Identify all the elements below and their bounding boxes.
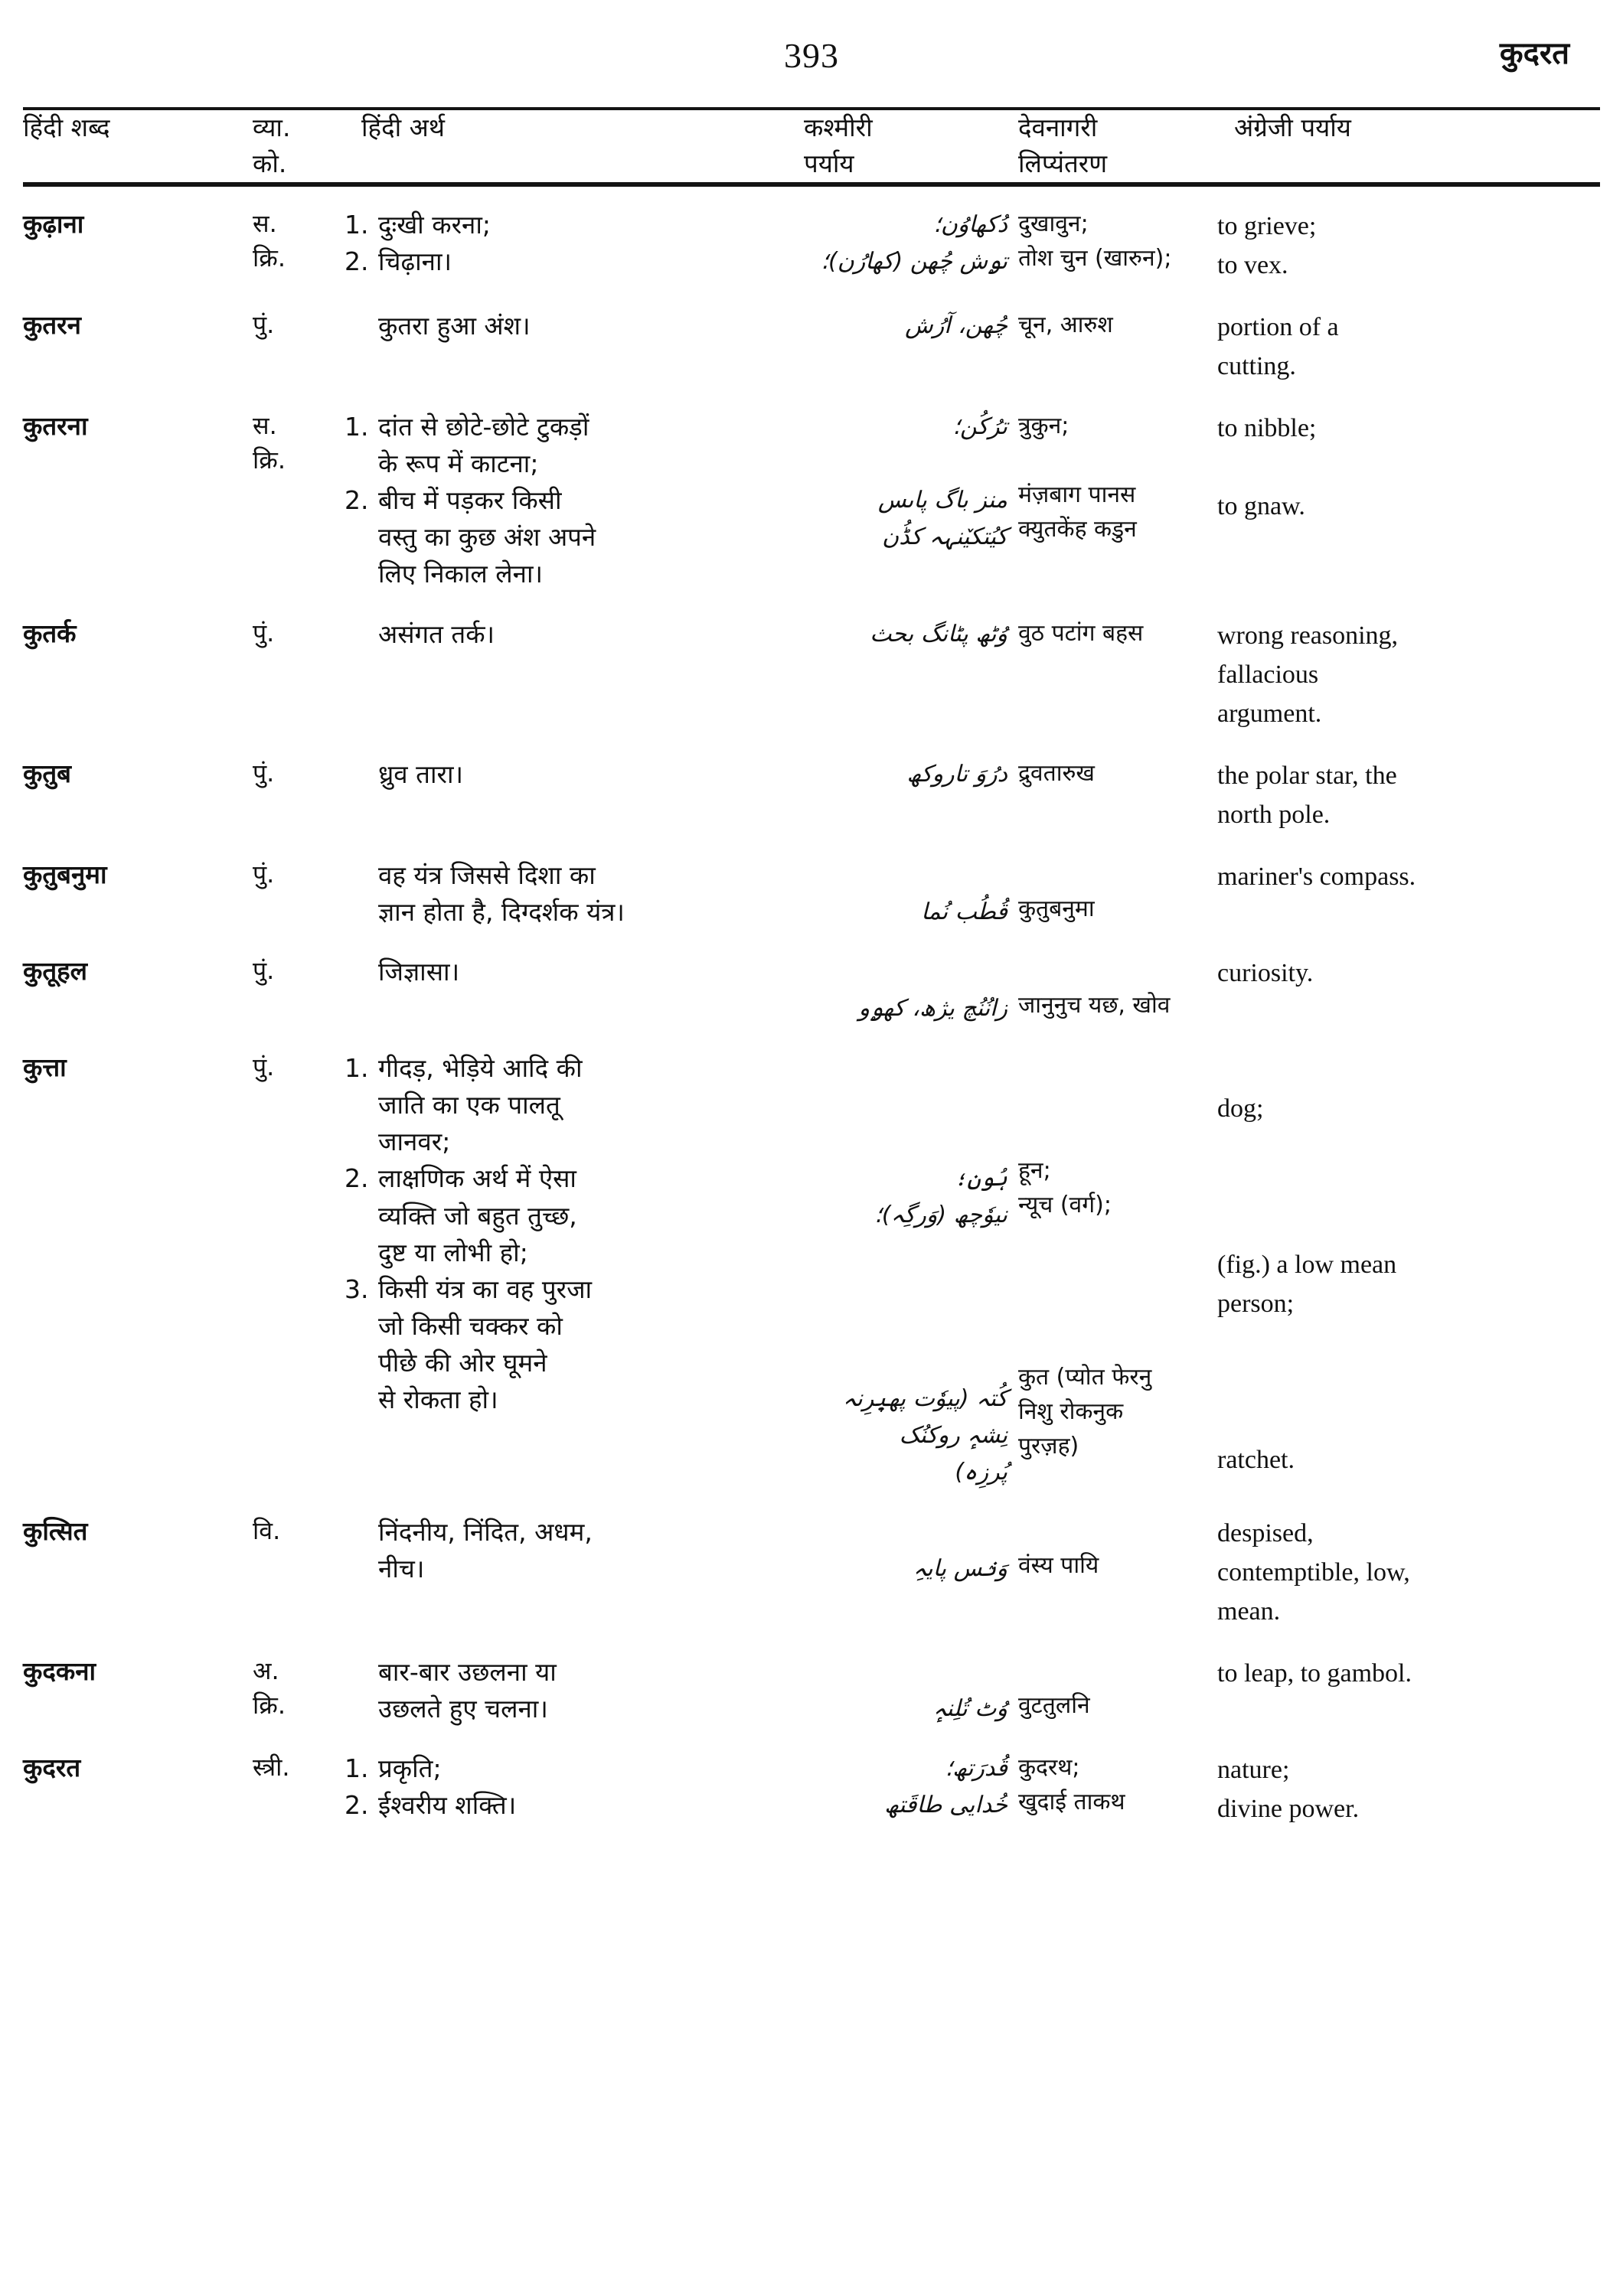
- entry-devanagari-cell: [1018, 187, 1217, 288]
- column-header-hindi-word: [23, 110, 253, 182]
- dictionary-entry-row: [23, 1030, 1600, 1494]
- dictionary-entry-row: [23, 837, 1600, 934]
- entry-english-line: mean.: [1217, 1596, 1281, 1626]
- entry-devanagari-cell: [1018, 1634, 1217, 1730]
- entry-sense-number: 2.: [345, 246, 369, 276]
- entry-sense-line: [345, 1691, 781, 1727]
- running-head: [54, 0, 1569, 107]
- entry-english-line: argument.: [1217, 699, 1322, 728]
- entry-headword: कुतुब: [23, 758, 71, 788]
- entry-meaning-cell: [345, 596, 804, 736]
- entry-sense-text: दांत से छोटे-छोटे टुकड़ों: [378, 411, 589, 442]
- entry-english-cell: [1217, 288, 1600, 389]
- entry-grammar-cell: [253, 934, 345, 1030]
- entry-english-cell: [1217, 1494, 1600, 1634]
- entry-devanagari-line: मंज़बाग पानस: [1018, 481, 1136, 508]
- entry-devanagari-cell: [1018, 1730, 1217, 1831]
- dictionary-entry-row: [23, 596, 1600, 736]
- entry-sense-line: [345, 207, 781, 243]
- column-header-line1: देवनागरी: [1018, 113, 1098, 142]
- entry-devanagari-line: न्यूच (वर्ग);: [1018, 1191, 1112, 1218]
- entry-grammar-cell: [253, 389, 345, 596]
- entry-sense-text: बीच में पड़कर किसी: [378, 485, 562, 516]
- entry-meaning-cell: [345, 837, 804, 934]
- entry-sense-text: दुःखी करना;: [378, 209, 491, 240]
- entry-sense-text: प्रकृति;: [378, 1753, 442, 1784]
- entry-sense-number: 1.: [345, 209, 369, 240]
- spacer-line: [1018, 1654, 1203, 1688]
- entry-sense-text: लाक्षणिक अर्थ में ऐसा: [378, 1163, 576, 1194]
- entry-headword-cell: [23, 1030, 253, 1494]
- entry-grammar-cell: [253, 736, 345, 837]
- entry-sense-text: दुष्ट या लोभी हो;: [378, 1237, 528, 1267]
- entry-sense-line: [345, 894, 781, 931]
- entry-english-line: portion of a: [1217, 312, 1339, 341]
- entry-grammar-label: अ.: [253, 1655, 279, 1685]
- entry-headword: कुत्ता: [23, 1052, 67, 1082]
- spacer-line: [1018, 1257, 1203, 1291]
- entry-grammar-label: पुं.: [253, 758, 275, 788]
- entry-kashmiri-cell: [804, 1730, 1018, 1831]
- entry-sense-text: जो किसी चक्कर को: [378, 1311, 563, 1342]
- entry-grammar-label: क्रि.: [253, 243, 286, 273]
- entry-kashmiri-line: قُطُب نُما: [921, 898, 1007, 925]
- entry-sense-line: [345, 1160, 781, 1197]
- column-header-line1: अंग्रेजी पर्याय: [1234, 113, 1351, 142]
- entry-meaning-cell: [345, 1030, 804, 1494]
- entry-devanagari-cell: [1018, 596, 1217, 736]
- entry-kashmiri-line: پُرزِہ): [955, 1458, 1007, 1486]
- entry-sense-line: [345, 308, 781, 344]
- dictionary-entry-row: [23, 1730, 1600, 1831]
- entry-grammar-cell: [253, 187, 345, 288]
- entry-sense-text: जानवर;: [378, 1127, 451, 1157]
- entry-grammar-cell: [253, 837, 345, 934]
- entry-sense-text: निंदनीय, निंदित, अधम,: [378, 1516, 593, 1547]
- entry-devanagari-line: निशु रोकनुक: [1018, 1397, 1124, 1425]
- spacer-line: [1018, 1050, 1203, 1084]
- entry-english-line: mariner's compass.: [1217, 862, 1416, 891]
- entry-sense-line: [345, 1124, 781, 1160]
- entry-meaning-cell: [345, 389, 804, 596]
- entry-kashmiri-cell: [804, 1634, 1018, 1730]
- entry-headword-cell: [23, 934, 253, 1030]
- entry-devanagari-line: चून, आरुश: [1018, 311, 1113, 338]
- dictionary-entry-row: [23, 1634, 1600, 1730]
- column-header-line1: कश्मीरी: [804, 113, 873, 142]
- entry-sense-line: [345, 519, 781, 556]
- dictionary-entry-row: [23, 288, 1600, 389]
- entry-sense-text: लिए निकाल लेना।: [378, 559, 544, 589]
- entry-sense-text: जिज्ञासा।: [378, 956, 460, 987]
- entry-meaning-cell: [345, 1494, 804, 1634]
- entry-headword-cell: [23, 837, 253, 934]
- entry-headword: कुदरत: [23, 1753, 81, 1783]
- spacer-line: [804, 857, 1007, 894]
- entry-sense-text: व्यक्ति जो बहुत तुच्छ,: [378, 1200, 577, 1231]
- entry-meaning-cell: [345, 1730, 804, 1831]
- dictionary-entries-table: [23, 187, 1600, 1832]
- entry-kashmiri-cell: [804, 389, 1018, 596]
- entry-sense-text: वह यंत्र जिससे दिशा का: [378, 859, 596, 890]
- entry-sense-line: [345, 409, 781, 445]
- entry-grammar-label: वि.: [253, 1515, 281, 1545]
- column-header-kashmiri: [804, 110, 1018, 182]
- entry-grammar-cell: [253, 1030, 345, 1494]
- entry-devanagari-line: वुटतुलनि: [1018, 1691, 1090, 1719]
- entry-devanagari-line: कुत (प्योत फेरनु: [1018, 1363, 1152, 1391]
- entry-english-line: dog;: [1217, 1094, 1264, 1123]
- column-header-hindi-meaning: [345, 110, 804, 182]
- spacer-line: [1217, 1167, 1600, 1206]
- dictionary-entry-row: [23, 1494, 1600, 1634]
- entry-english-cell: [1217, 934, 1600, 1030]
- entry-english-line: north pole.: [1217, 800, 1331, 829]
- entry-english-line: ratchet.: [1217, 1445, 1295, 1474]
- column-header-line1: व्या.: [253, 113, 291, 142]
- entry-kashmiri-line: قُدرَتھ؛: [945, 1755, 1007, 1782]
- entry-devanagari-line: वंस्य पायि: [1018, 1551, 1099, 1579]
- entry-headword-cell: [23, 187, 253, 288]
- entry-kashmiri-line: کُتہ (پیوٗت پھیٖرِنہ: [842, 1384, 1007, 1412]
- entry-grammar-cell: [253, 596, 345, 736]
- column-header-english: [1217, 110, 1600, 182]
- entry-sense-text: जाति का एक पालतू: [378, 1090, 560, 1120]
- entry-devanagari-line: कुदरथ;: [1018, 1754, 1080, 1782]
- entry-sense-number: 1.: [345, 411, 369, 442]
- entry-english-cell: [1217, 596, 1600, 736]
- page-number: 393: [784, 36, 839, 75]
- entry-sense-line: [345, 954, 781, 990]
- entry-sense-line: [345, 1654, 781, 1691]
- entry-english-cell: [1217, 1634, 1600, 1730]
- entry-english-line: to nibble;: [1217, 413, 1317, 442]
- spacer-line: [1217, 1128, 1600, 1167]
- entry-sense-number: 3.: [345, 1274, 369, 1304]
- entry-headword: कुतूहल: [23, 955, 88, 986]
- entry-devanagari-line: द्रुवतारुख: [1018, 759, 1095, 787]
- entry-sense-line: [345, 1271, 781, 1308]
- entry-kashmiri-line: خُدایی طاقَتھ: [884, 1792, 1007, 1819]
- entry-kashmiri-line: زانُنُچ یژھ، کھۄو: [858, 994, 1007, 1022]
- entry-headword: कुतुबनुमा: [23, 859, 107, 889]
- spacer-line: [1018, 1084, 1203, 1119]
- entry-grammar-label: पुं.: [253, 859, 275, 889]
- entry-sense-line: [345, 857, 781, 894]
- entry-kashmiri-line: دُکھاوُن؛: [933, 210, 1007, 238]
- entry-devanagari-line: दुखावुन;: [1018, 210, 1089, 237]
- entry-english-line: divine power.: [1217, 1795, 1360, 1824]
- entry-sense-text: गीदड़, भेड़िये आदि की: [378, 1052, 583, 1083]
- spacer-line: [804, 1654, 1007, 1691]
- entry-devanagari-line: जानुनुच यछ, खोव: [1018, 991, 1171, 1019]
- column-header-line2: को.: [253, 148, 287, 178]
- entry-english-line: curiosity.: [1217, 958, 1314, 987]
- entry-sense-text: नीच।: [378, 1554, 425, 1584]
- entry-sense-text: असंगत तर्क।: [378, 618, 495, 649]
- entry-devanagari-line: खुदाई ताकथ: [1018, 1789, 1125, 1816]
- entry-sense-line: [345, 1345, 781, 1381]
- spacer-line: [804, 1307, 1007, 1344]
- entry-kashmiri-line: نیوٗچھ (وَرگِہ)؛: [874, 1201, 1007, 1228]
- entry-grammar-label: पुं.: [253, 309, 275, 339]
- entry-sense-line: [345, 1308, 781, 1345]
- spacer-line: [804, 1087, 1007, 1124]
- entry-devanagari-cell: [1018, 1494, 1217, 1634]
- spacer-line: [804, 1050, 1007, 1087]
- entry-kashmiri-line: نِشہٕ روکنُک: [899, 1421, 1007, 1449]
- entry-kashmiri-cell: [804, 934, 1018, 1030]
- entry-headword: कुतरना: [23, 410, 88, 441]
- spacer-line: [1217, 1206, 1600, 1245]
- column-header-line1: हिंदी शब्द: [23, 113, 110, 142]
- entry-devanagari-line: वुठ पटांग बहस: [1018, 619, 1144, 647]
- entry-english-cell: [1217, 736, 1600, 837]
- entry-sense-number: 2.: [345, 485, 369, 516]
- spacer-line: [804, 954, 1007, 990]
- entry-kashmiri-line: وُٹ تُلِنہٕ: [932, 1694, 1007, 1722]
- entry-sense-text: के रूप में काटना;: [378, 448, 539, 478]
- entry-kashmiri-line: کیُتکیٚنہہ کڈُن: [882, 523, 1007, 550]
- entry-devanagari-line: तोश चुन (खारुन);: [1018, 244, 1172, 272]
- entry-sense-text: से रोकता हो।: [378, 1384, 498, 1415]
- spacer-line: [1217, 1362, 1600, 1401]
- spacer-line: [1018, 1514, 1203, 1548]
- entry-sense-line: [345, 1750, 781, 1787]
- entry-kashmiri-cell: [804, 1494, 1018, 1634]
- column-header-line2: लिप्यंतरण: [1018, 148, 1108, 178]
- column-header-line1: हिंदी अर्थ: [361, 113, 445, 142]
- entry-devanagari-line: त्रुकुन;: [1018, 412, 1069, 439]
- spacer-line: [804, 1514, 1007, 1551]
- entry-meaning-cell: [345, 934, 804, 1030]
- entry-sense-line: [345, 556, 781, 592]
- entry-kashmiri-line: درُوَ تاروکھ: [906, 760, 1007, 788]
- spacer-line: [1217, 1323, 1600, 1362]
- entry-kashmiri-line: وَنٛس پایہِ: [913, 1554, 1007, 1582]
- entry-sense-text: ज्ञान होता है, दिग्दर्शक यंत्र।: [378, 896, 625, 927]
- entry-sense-line: [345, 1234, 781, 1271]
- entry-kashmiri-cell: [804, 288, 1018, 389]
- entry-headword-cell: [23, 596, 253, 736]
- entry-grammar-label: पुं.: [253, 618, 275, 647]
- entry-sense-line: [345, 1514, 781, 1551]
- entry-english-line: person;: [1217, 1289, 1295, 1318]
- entry-sense-line: [345, 1787, 781, 1824]
- entry-kashmiri-line: چُھن، آرُش: [905, 311, 1007, 339]
- entry-meaning-cell: [345, 1634, 804, 1730]
- entry-english-cell: [1217, 1030, 1600, 1494]
- entry-devanagari-cell: [1018, 736, 1217, 837]
- entry-kashmiri-line: تۄش چُھن (کھارُن)؛: [821, 247, 1007, 275]
- entry-english-cell: [1217, 1730, 1600, 1831]
- entry-headword-cell: [23, 288, 253, 389]
- entry-sense-number: 1.: [345, 1753, 369, 1784]
- entry-sense-text: वस्तु का कुछ अंश अपने: [378, 522, 596, 553]
- dictionary-table: [23, 110, 1600, 182]
- entry-headword-cell: [23, 389, 253, 596]
- entry-sense-number: 2.: [345, 1790, 369, 1821]
- table-header-row: [23, 110, 1600, 182]
- entry-english-line: to gnaw.: [1217, 491, 1305, 520]
- entry-english-line: fallacious: [1217, 660, 1319, 689]
- entry-sense-line: [345, 1198, 781, 1234]
- entry-english-line: to leap, to gambol.: [1217, 1658, 1412, 1688]
- entry-english-line: cutting.: [1217, 351, 1296, 380]
- entry-english-cell: [1217, 187, 1600, 288]
- entry-kashmiri-line: وُٹھ پٹانگ بحث: [870, 620, 1007, 647]
- entry-sense-line: [345, 482, 781, 519]
- entry-english-cell: [1217, 837, 1600, 934]
- spacer-line: [804, 1124, 1007, 1160]
- entry-english-line: despised,: [1217, 1518, 1314, 1548]
- spacer-line: [1018, 954, 1203, 988]
- column-header-devanagari: [1018, 110, 1217, 182]
- entry-english-line: (fig.) a low mean: [1217, 1250, 1397, 1279]
- entry-english-line: wrong reasoning,: [1217, 621, 1399, 650]
- spacer-line: [804, 1270, 1007, 1307]
- entry-sense-text: पीछे की ओर घूमने: [378, 1348, 547, 1378]
- entry-kashmiri-line: منز باگ پاںس: [877, 486, 1007, 514]
- entry-sense-text: बार-बार उछलना या: [378, 1656, 557, 1687]
- entry-sense-text: किसी यंत्र का वह पुरजा: [378, 1274, 593, 1304]
- entry-kashmiri-cell: [804, 1030, 1018, 1494]
- entry-grammar-cell: [253, 288, 345, 389]
- entry-sense-text: कुतरा हुआ अंश।: [378, 310, 531, 341]
- spacer-line: [1018, 1326, 1203, 1360]
- entry-sense-line: [345, 243, 781, 280]
- entry-sense-line: [345, 1381, 781, 1418]
- entry-devanagari-cell: [1018, 837, 1217, 934]
- spacer-line: [1018, 1291, 1203, 1326]
- entry-meaning-cell: [345, 288, 804, 389]
- entry-sense-text: ईश्वरीय शक्ति।: [378, 1790, 517, 1821]
- entry-english-line: to grieve;: [1217, 211, 1317, 240]
- entry-grammar-label: क्रि.: [253, 445, 286, 475]
- entry-kashmiri-cell: [804, 187, 1018, 288]
- entry-devanagari-line: कुतुबनुमा: [1018, 895, 1095, 922]
- spacer-line: [1018, 1119, 1203, 1153]
- entry-devanagari-cell: [1018, 1030, 1217, 1494]
- spacer-line: [1217, 1401, 1600, 1440]
- entry-headword-cell: [23, 736, 253, 837]
- entry-devanagari-cell: [1018, 288, 1217, 389]
- entry-sense-line: [345, 616, 781, 653]
- entry-grammar-label: पुं.: [253, 955, 275, 985]
- entry-grammar-cell: [253, 1494, 345, 1634]
- entry-grammar-label: स.: [253, 208, 277, 238]
- spacer-line: [1217, 448, 1600, 487]
- entry-devanagari-line: क्युतकेंह कडुन: [1018, 515, 1137, 543]
- entry-kashmiri-line: ترُکُن؛: [952, 413, 1007, 440]
- entry-headword: कुदकना: [23, 1655, 96, 1686]
- dictionary-entry-row: [23, 934, 1600, 1030]
- entry-sense-line: [345, 756, 781, 793]
- entry-kashmiri-cell: [804, 837, 1018, 934]
- entry-devanagari-line: हून;: [1018, 1156, 1051, 1184]
- dictionary-entry-row: [23, 389, 1600, 596]
- column-header-line2: पर्याय: [804, 148, 854, 178]
- entry-devanagari-cell: [1018, 934, 1217, 1030]
- entry-devanagari-line: पुरज़ह): [1018, 1432, 1079, 1459]
- spacer-line: [1018, 443, 1203, 478]
- entry-english-cell: [1217, 389, 1600, 596]
- entry-sense-line: [345, 445, 781, 482]
- entry-grammar-label: पुं.: [253, 1052, 275, 1081]
- dictionary-entry-row: [23, 187, 1600, 288]
- entry-sense-number: 1.: [345, 1052, 369, 1083]
- entry-meaning-cell: [345, 736, 804, 837]
- entry-english-line: to vex.: [1217, 250, 1288, 279]
- entry-sense-line: [345, 1050, 781, 1087]
- entry-kashmiri-line: ہُون؛: [953, 1164, 1007, 1192]
- spacer-line: [1018, 1222, 1203, 1257]
- spacer-line: [1217, 1050, 1600, 1089]
- entry-grammar-label: स.: [253, 410, 277, 440]
- entry-grammar-label: स्त्री.: [253, 1753, 290, 1782]
- entry-grammar-cell: [253, 1730, 345, 1831]
- entry-headword: कुतरन: [23, 309, 81, 340]
- entry-headword: कुढ़ाना: [23, 208, 84, 239]
- entry-sense-text: चिढ़ाना।: [378, 246, 452, 276]
- entry-kashmiri-cell: [804, 596, 1018, 736]
- entry-sense-line: [345, 1087, 781, 1124]
- entry-english-line: nature;: [1217, 1756, 1290, 1785]
- entry-english-line: contemptible, low,: [1217, 1557, 1410, 1587]
- spacer-line: [804, 1344, 1007, 1381]
- entry-english-line: the polar star, the: [1217, 761, 1397, 790]
- spacer-line: [804, 445, 1007, 482]
- dictionary-entry-row: [23, 736, 1600, 837]
- entry-headword: कुतर्क: [23, 618, 77, 648]
- entry-sense-text: उछलते हुए चलना।: [378, 1694, 548, 1724]
- entry-headword-cell: [23, 1494, 253, 1634]
- running-head-word: कुदरत: [1499, 36, 1569, 71]
- entry-kashmiri-cell: [804, 736, 1018, 837]
- entry-headword-cell: [23, 1634, 253, 1730]
- entry-devanagari-cell: [1018, 389, 1217, 596]
- entry-sense-line: [345, 1551, 781, 1587]
- entry-meaning-cell: [345, 187, 804, 288]
- entry-grammar-label: क्रि.: [253, 1691, 286, 1720]
- spacer-line: [1018, 857, 1203, 892]
- entry-headword-cell: [23, 1730, 253, 1831]
- column-header-grammar: [253, 110, 345, 182]
- entry-headword: कुत्सित: [23, 1515, 88, 1546]
- entry-grammar-cell: [253, 1634, 345, 1730]
- entry-sense-text: ध्रुव तारा।: [378, 758, 464, 789]
- spacer-line: [804, 1234, 1007, 1270]
- entry-sense-number: 2.: [345, 1163, 369, 1194]
